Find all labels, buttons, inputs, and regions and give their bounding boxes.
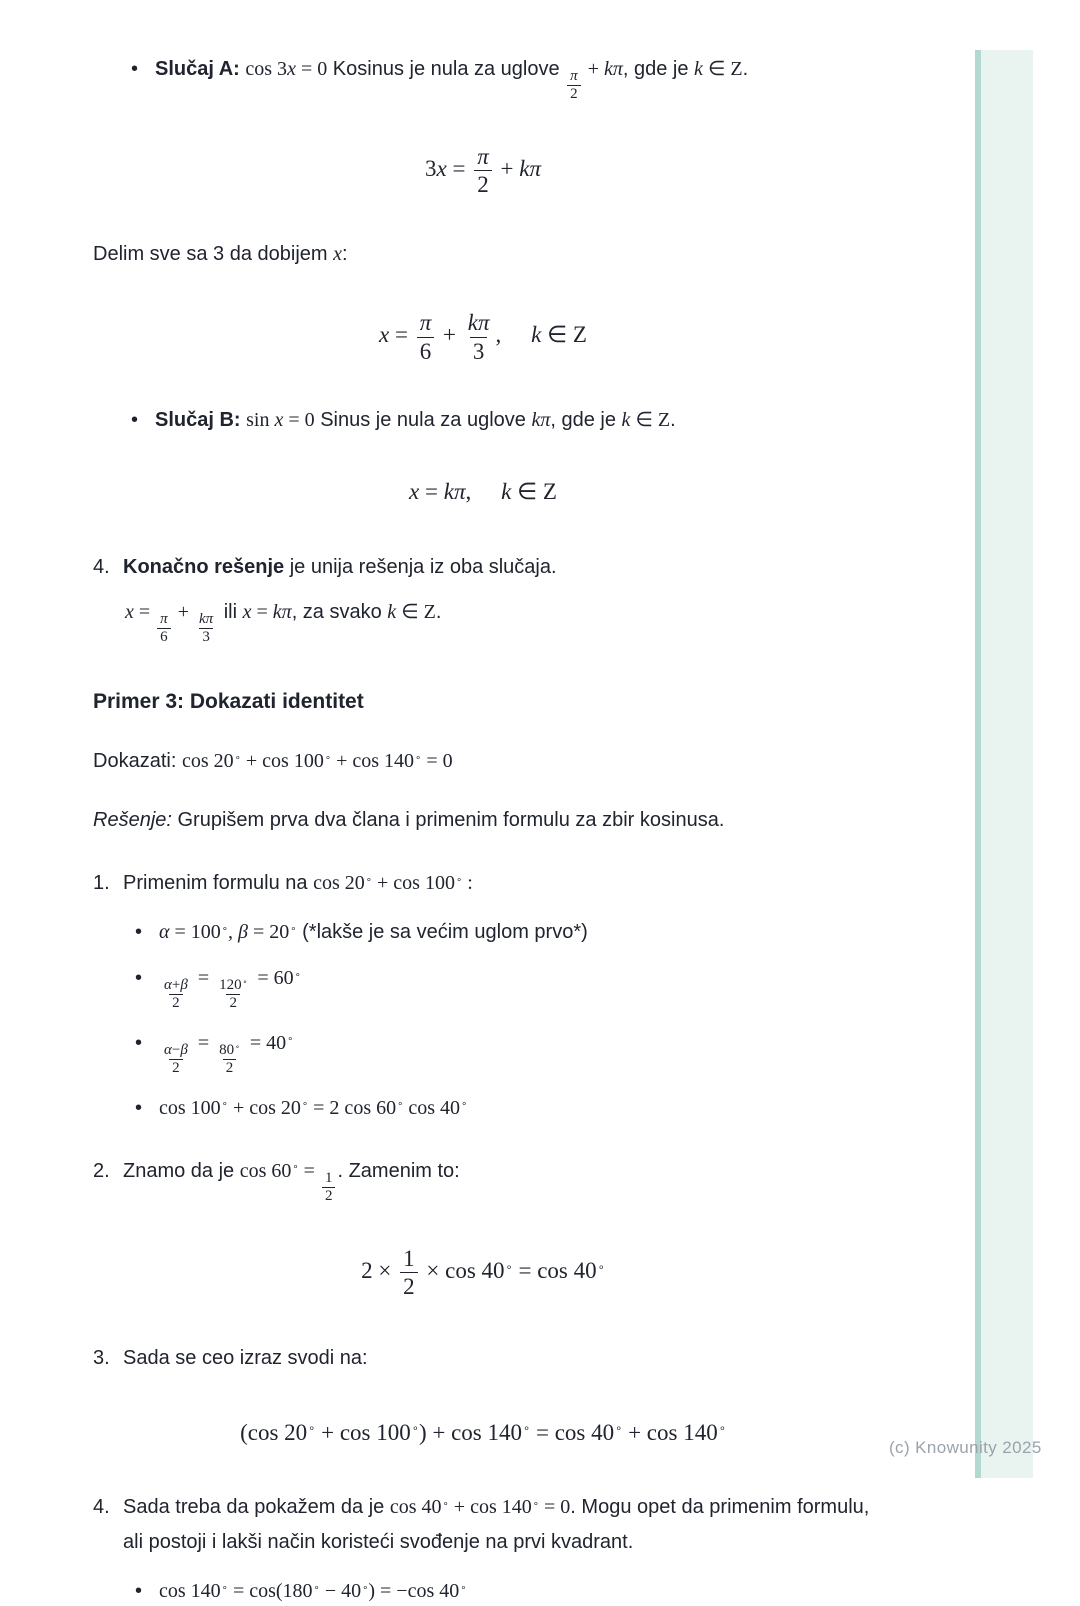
doc-block-bullet2 [93, 963, 873, 1012]
block-content [409, 479, 557, 504]
fraction-denominator [169, 994, 183, 1012]
math-italic-run: k [387, 600, 397, 623]
math-roman-run: + cos 140 [331, 750, 415, 773]
math-italic-run: kπ [603, 58, 623, 80]
math-roman-run: , [465, 479, 472, 505]
math-roman-run: + cos 20 [227, 1096, 301, 1119]
fraction-numerator [216, 1042, 243, 1059]
text-run: Kosinus je nula za uglove [327, 58, 566, 80]
text-run: . Mogu opet da primenim formulu, ali postoji i lakši način koristeći svođenje na prvi kvadrant. [123, 1496, 870, 1554]
math-roman-run: 1 [324, 1170, 333, 1186]
math-roman-run: = [389, 322, 414, 348]
block-content [123, 1341, 873, 1376]
math-roman-run: + [171, 977, 181, 994]
doc-block-para [93, 746, 873, 776]
fraction-denominator [474, 170, 492, 199]
math-italic-run: kπ [443, 479, 466, 505]
text-run: Grupišem prva dva člana i primenim formulu za zbir kosinusa. [171, 809, 725, 832]
text-run: Sada treba da pokažem da je [123, 1496, 390, 1519]
math-roman-run: ∈ Z [396, 600, 436, 623]
math-roman-run: 2 [225, 1059, 234, 1076]
bullet-marker: • [131, 409, 139, 432]
math-italic-run: π [570, 68, 578, 85]
doc-block-eq [93, 309, 873, 365]
math-roman-run: = [446, 156, 472, 182]
degree-symbol: ∘ [221, 1582, 228, 1594]
watermark: (c) Knowunity 2025 [889, 1438, 1042, 1457]
block-content [93, 809, 724, 831]
degree-symbol: ∘ [301, 1099, 309, 1111]
doc-block-bullet2 [93, 917, 873, 947]
math-italic-run: π [160, 610, 168, 627]
math-roman-run: 2 [172, 1059, 180, 1076]
text-run: je unija rešenja iz oba slučaja. [284, 555, 557, 578]
block-content [240, 1420, 726, 1445]
block-content [93, 243, 348, 265]
math-roman-run: , [228, 921, 239, 944]
text-run: Znamo da je [123, 1159, 240, 1182]
doc-block-numcont [93, 597, 873, 646]
math-italic-run: x [333, 243, 342, 266]
math-roman-run: − [171, 1042, 181, 1059]
degree-symbol: ∘ [455, 874, 463, 886]
degree-symbol: ∘ [460, 1582, 467, 1594]
bold-text-run: Primer 3: Dokazati identitet [93, 689, 364, 713]
degree-symbol: ∘ [290, 923, 297, 935]
math-roman-run: + cos 100 [240, 750, 324, 773]
degree-symbol: ∘ [505, 1261, 513, 1274]
math-roman-run: + cos 140 [448, 1496, 532, 1519]
math-roman-run: 80 [219, 1042, 235, 1059]
math-roman-run: cos 40 [389, 1496, 442, 1519]
text-run: : [342, 243, 348, 266]
math-roman-run: = 0 [295, 58, 328, 80]
doc-block-eq [93, 1416, 873, 1451]
text-run: Dokazati: [93, 750, 182, 773]
math-roman-run: = 40 [244, 1031, 287, 1054]
degree-symbol: ∘ [324, 752, 332, 764]
doc-block-eq [93, 1245, 873, 1301]
math-roman-run: 1 [403, 1245, 415, 1271]
doc-block-para [93, 239, 873, 269]
math-italic-run: kπ [467, 310, 490, 336]
fraction-numerator [417, 309, 435, 337]
math-italic-run: kπ [519, 156, 541, 182]
math-roman-run: = [251, 600, 273, 623]
doc-block-bullet2 [93, 1093, 873, 1123]
math-italic-run: β [238, 921, 249, 944]
doc-block-num [93, 1341, 873, 1376]
bullet-marker: • [135, 1096, 143, 1119]
fraction-denominator [199, 628, 213, 646]
document-blocks [93, 54, 873, 1606]
doc-block-bullet1 [93, 405, 873, 435]
degree-symbol: ∘ [442, 1498, 449, 1510]
math-fraction [161, 1042, 191, 1077]
text-run: Primenim formulu na [123, 872, 314, 895]
bold-text-run: Konačno rešenje [123, 555, 285, 578]
text-run: Sada se ceo izraz svodi na: [123, 1346, 368, 1369]
degree-symbol: ∘ [234, 752, 241, 764]
text-run: , gde je [550, 409, 622, 432]
math-italic-run: α [159, 921, 170, 944]
block-content [155, 405, 873, 435]
doc-block-heading [93, 686, 873, 718]
math-italic-run: k [694, 58, 703, 80]
math-italic-run: x [409, 479, 420, 505]
math-roman-run: cos 140 [159, 1580, 221, 1603]
math-italic-run: x [125, 600, 134, 623]
italic-text-run: Rešenje: [93, 809, 172, 832]
math-roman-run: 2 × [361, 1257, 398, 1283]
math-roman-run: cos 40 [403, 1096, 461, 1119]
math-roman-run: 2 [570, 86, 578, 103]
doc-block-num [93, 1490, 873, 1560]
degree-symbol: ∘ [365, 874, 372, 886]
fraction-denominator [400, 1272, 418, 1301]
fraction-denominator [223, 1059, 237, 1077]
document-page [93, 40, 873, 1606]
degree-symbol: ∘ [615, 1423, 623, 1436]
fraction-denominator [169, 1059, 183, 1077]
math-fraction [417, 309, 435, 365]
fraction-denominator [567, 85, 581, 103]
math-italic-run: x [242, 600, 252, 623]
math-italic-run: x [379, 322, 390, 348]
math-roman-run: ) = −cos 40 [368, 1580, 460, 1603]
math-roman-run: + [437, 322, 462, 348]
text-run: . [670, 409, 676, 432]
math-fraction [322, 1170, 336, 1205]
fraction-numerator [161, 977, 191, 994]
math-roman-run: ∈ Z [702, 58, 743, 80]
math-roman-run: 6 [419, 338, 432, 364]
degree-symbol: ∘ [362, 1582, 369, 1594]
block-content [159, 963, 873, 1012]
doc-block-bullet2 [93, 1028, 873, 1077]
math-fraction [216, 1042, 243, 1077]
math-italic-run: k [531, 322, 542, 348]
doc-block-num [93, 866, 873, 901]
text-run: Sinus je nula za uglove [314, 409, 532, 432]
bold-text-run: Slučaj A: [155, 58, 246, 80]
block-content [379, 310, 587, 364]
bold-text-run: Slučaj B: [155, 409, 247, 432]
math-roman-run: ∈ Z [541, 322, 587, 348]
degree-symbol: ∘ [313, 1582, 320, 1594]
math-italic-run: β [180, 977, 188, 994]
fraction-numerator [161, 1042, 191, 1059]
degree-symbol: ∘ [411, 1423, 419, 1436]
fraction-numerator [567, 68, 581, 85]
math-roman-run: 2 [172, 995, 180, 1012]
bullet-marker: • [131, 58, 139, 80]
math-fraction [400, 1245, 418, 1301]
fraction-numerator [196, 611, 216, 628]
list-number: 2. [93, 1159, 110, 1182]
degree-symbol: ∘ [415, 752, 422, 764]
degree-symbol: ∘ [287, 1034, 294, 1046]
text-run: . [435, 600, 442, 623]
block-content [159, 1576, 873, 1606]
text-run: , za svako [291, 600, 388, 623]
math-italic-run: α [164, 1042, 172, 1059]
degree-symbol: ∘ [461, 1099, 468, 1111]
bullet-marker: • [135, 1031, 143, 1054]
math-roman-run: 2 [477, 172, 489, 198]
math-roman-run: + cos 140 [622, 1419, 718, 1445]
block-content [93, 690, 364, 713]
block-content [425, 143, 541, 198]
doc-block-num [93, 1154, 873, 1205]
degree-symbol: ∘ [308, 1423, 316, 1436]
math-italic-run: π [477, 143, 489, 169]
math-roman-run: × cos 40 [420, 1257, 505, 1283]
math-roman-run: + cos 100 [315, 1419, 411, 1445]
block-content [123, 1154, 873, 1205]
math-roman-run: + [172, 600, 194, 623]
text-run: ili [218, 600, 243, 623]
math-roman-run: = 0 [283, 409, 315, 432]
math-italic-run: k [621, 409, 631, 432]
math-italic-run: x [436, 156, 447, 182]
math-fraction [465, 309, 493, 365]
math-roman-run: 6 [160, 628, 168, 645]
block-content [361, 1245, 605, 1300]
math-italic-run: kπ [198, 610, 214, 627]
accent-bar [975, 50, 1033, 1478]
math-roman-run: = cos(180 [227, 1580, 313, 1603]
list-number: 3. [93, 1346, 110, 1369]
math-roman-run: = 0 [539, 1496, 571, 1519]
math-roman-run: cos 20 [313, 872, 365, 895]
block-content [159, 917, 873, 947]
math-italic-run: x [287, 58, 296, 80]
doc-block-eq [93, 143, 873, 199]
math-italic-run: kπ [272, 600, 292, 623]
fraction-denominator [226, 994, 240, 1012]
bullet-marker: • [135, 921, 143, 944]
math-roman-run: 3 [472, 338, 485, 364]
fraction-numerator [400, 1245, 418, 1273]
math-roman-run: 2 [229, 995, 237, 1012]
math-roman-run: + cos 100 [372, 872, 455, 895]
math-roman-run: + [494, 156, 520, 182]
math-roman-run: cos 20 [181, 750, 234, 773]
math-roman-run: = 0 [421, 750, 453, 773]
math-fraction [196, 611, 216, 646]
text-run: (*lakše je sa većim uglom prvo*) [296, 921, 588, 944]
degree-symbol: ∘ [718, 1423, 726, 1436]
degree-symbol: ∘ [532, 1498, 540, 1510]
list-number: 4. [93, 555, 110, 578]
math-roman-run: : [462, 872, 473, 895]
block-content [93, 750, 453, 772]
fraction-denominator [417, 337, 435, 366]
bullet-marker: • [135, 1580, 143, 1603]
math-roman-run: cos 60 [239, 1159, 292, 1182]
math-italic-run: β [180, 1042, 188, 1059]
math-roman-run: − 40 [319, 1580, 362, 1603]
block-content [125, 600, 442, 645]
math-roman-run: = 2 cos 60 [308, 1096, 397, 1119]
math-fraction [216, 977, 250, 1012]
fraction-denominator [157, 628, 171, 646]
math-roman-run: = 100 [169, 921, 221, 944]
degree-symbol: ∘ [597, 1261, 605, 1274]
math-roman-run: = [298, 1159, 320, 1182]
degree-symbol: ∘ [292, 1162, 299, 1174]
fraction-numerator [474, 143, 492, 171]
math-roman-run: ) + cos 140 [418, 1419, 523, 1445]
math-fraction [157, 611, 171, 646]
math-roman-run: 120 [219, 977, 242, 994]
math-roman-run: sin [246, 409, 275, 432]
degree-symbol: ∘ [221, 1099, 228, 1111]
math-roman-run: cos 100 [159, 1096, 221, 1119]
math-fraction [567, 68, 581, 103]
doc-block-para [93, 805, 873, 835]
fraction-numerator [322, 1170, 336, 1187]
math-roman-run: 3 [202, 628, 210, 645]
math-italic-run: k [501, 479, 512, 505]
block-content [123, 1490, 873, 1560]
doc-block-bullet2 [93, 1576, 873, 1606]
math-italic-run: x [274, 409, 284, 432]
math-fraction [161, 977, 191, 1012]
fraction-denominator [470, 337, 488, 366]
block-content [159, 1028, 873, 1077]
math-roman-run: = cos 40 [530, 1419, 615, 1445]
math-roman-run: = 60 [252, 967, 294, 990]
math-italic-run: α [164, 977, 172, 994]
math-roman-run: (cos 20 [240, 1419, 308, 1445]
degree-symbol: ∘ [221, 923, 229, 935]
degree-symbol: ∘ [523, 1423, 531, 1436]
math-roman-run: 3 [425, 156, 437, 182]
math-roman-run: = 20 [248, 921, 290, 944]
math-roman-run: = [192, 967, 215, 990]
math-roman-run: 2 [324, 1187, 333, 1204]
math-roman-run: cos 3 [245, 58, 288, 80]
fraction-numerator [216, 977, 250, 994]
fraction-numerator [157, 611, 171, 628]
degree-symbol: ∘ [294, 969, 301, 981]
math-roman-run: + [582, 58, 604, 80]
block-content [123, 866, 873, 901]
list-number: 4. [93, 1496, 110, 1519]
degree-symbol: ∘ [235, 1042, 240, 1052]
text-run: . [742, 58, 749, 80]
text-run: . Zamenim to: [337, 1159, 460, 1182]
math-roman-run: = [192, 1031, 215, 1054]
math-roman-run: = [419, 479, 444, 505]
block-content [155, 54, 873, 103]
math-fraction [474, 143, 492, 199]
block-content [159, 1093, 873, 1123]
text-run: Delim sve sa 3 da dobijem [93, 243, 334, 266]
math-roman-run: , [495, 322, 502, 348]
math-roman-run: 2 [403, 1274, 415, 1300]
math-roman-run: = [133, 600, 156, 623]
fraction-numerator [465, 309, 493, 337]
math-roman-run: ∈ Z [630, 409, 671, 432]
math-italic-run: π [419, 310, 432, 336]
doc-block-eq [93, 475, 873, 510]
block-content [123, 550, 873, 585]
math-roman-run: = cos 40 [512, 1257, 597, 1283]
list-number: 1. [93, 872, 110, 895]
degree-symbol: ∘ [242, 977, 248, 987]
doc-block-bullet1 [93, 54, 873, 103]
degree-symbol: ∘ [397, 1099, 404, 1111]
fraction-denominator [322, 1187, 336, 1205]
doc-block-num [93, 550, 873, 585]
math-roman-run: ∈ Z [511, 479, 557, 505]
math-italic-run: kπ [531, 409, 551, 432]
bullet-marker: • [135, 967, 143, 990]
text-run: , gde je [622, 58, 695, 80]
